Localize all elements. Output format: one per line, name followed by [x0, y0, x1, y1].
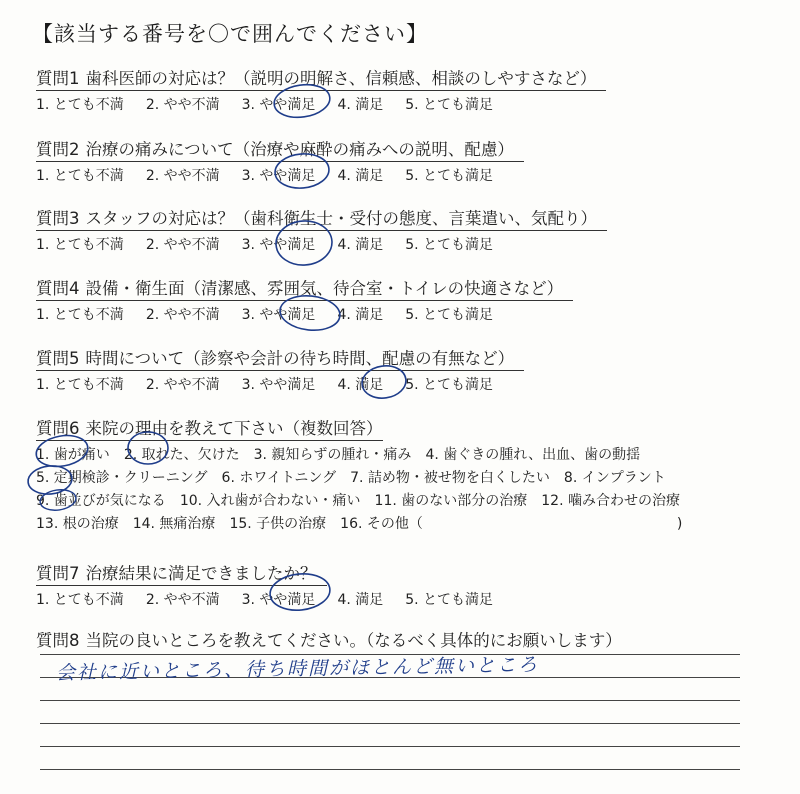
- question-3: [36, 208, 776, 255]
- q2-option-3[interactable]: 3. やや満足: [241, 168, 316, 184]
- q1-option-5[interactable]: 5. とても満足: [405, 97, 494, 113]
- question-4-label: 質問4: [36, 279, 80, 298]
- q7-option-2[interactable]: 2. やや不満: [145, 592, 220, 608]
- q6-other-close-paren: ): [676, 516, 683, 532]
- q5-option-1[interactable]: 1. とても不満: [36, 377, 124, 393]
- q2-option-4[interactable]: 4. 満足: [337, 168, 384, 184]
- q3-option-1[interactable]: 1. とても不満: [36, 237, 124, 253]
- q4-option-5[interactable]: 5. とても満足: [405, 307, 494, 323]
- question-1-text: 歯科医師の対応は？（説明の明解さ、信頼感、相談のしやすさなど）: [85, 69, 597, 88]
- q6-option-10[interactable]: 10. 入れ歯が合わない・痛い: [179, 493, 361, 509]
- question-8: [36, 630, 776, 652]
- q4-option-2[interactable]: 2. やや不満: [145, 307, 220, 323]
- question-5-text: 時間について（診察や会計の待ち時間、配慮の有無など）: [85, 349, 515, 368]
- question-7-label: 質問7: [36, 564, 80, 583]
- q6-option-14[interactable]: 14. 無痛治療: [132, 516, 216, 532]
- q1-option-4[interactable]: 4. 満足: [337, 97, 384, 113]
- q6-option-4[interactable]: 4. 歯ぐきの腫れ、出血、歯の動揺: [425, 447, 641, 463]
- q2-option-1[interactable]: 1. とても不満: [36, 168, 124, 184]
- q6-option-2[interactable]: 2. 取れた、欠けた: [123, 447, 240, 463]
- q3-option-3[interactable]: 3. やや満足: [241, 237, 316, 253]
- answer-line: [40, 746, 740, 747]
- q6-option-12[interactable]: 12. 噛み合わせの治療: [541, 493, 680, 509]
- q5-option-4[interactable]: 4. 満足: [337, 377, 384, 393]
- q2-option-2[interactable]: 2. やや不満: [145, 168, 220, 184]
- answer-line: [40, 769, 740, 770]
- question-8-label: 質問8: [36, 631, 80, 650]
- q4-option-3[interactable]: 3. やや満足: [241, 307, 316, 323]
- q6-option-9[interactable]: 9. 歯並びが気になる: [36, 493, 166, 509]
- q6-option-6[interactable]: 6. ホワイトニング: [221, 470, 337, 486]
- q3-option-2[interactable]: 2. やや不満: [145, 237, 220, 253]
- form-instruction: 【該当する番号を〇で囲んでください】: [32, 22, 428, 46]
- q6-option-16[interactable]: 16. その他（: [340, 516, 423, 532]
- q3-option-4[interactable]: 4. 満足: [337, 237, 384, 253]
- q2-option-5[interactable]: 5. とても満足: [405, 168, 494, 184]
- q6-option-7[interactable]: 7. 詰め物・被せ物を白くしたい: [350, 470, 550, 486]
- q5-option-2[interactable]: 2. やや不満: [145, 377, 220, 393]
- question-3-text: スタッフの対応は？（歯科衛生士・受付の態度、言葉遣い、気配り）: [85, 209, 597, 228]
- q6-option-11[interactable]: 11. 歯のない部分の治療: [374, 493, 528, 509]
- question-6-text: 来院の理由を教えて下さい（複数回答）: [85, 419, 383, 438]
- q6-option-8[interactable]: 8. インプラント: [563, 470, 666, 486]
- question-1: [36, 68, 776, 115]
- q6-option-15[interactable]: 15. 子供の治療: [229, 516, 327, 532]
- q6-option-5[interactable]: 5. 定期検診・クリーニング: [36, 470, 208, 486]
- question-4: [36, 278, 776, 325]
- question-1-label: 質問1: [36, 69, 80, 88]
- q4-option-4[interactable]: 4. 満足: [337, 307, 384, 323]
- handwritten-answer[interactable]: 会社に近いところ、待ち時間がほとんど無いところ: [55, 653, 540, 685]
- q4-option-1[interactable]: 1. とても不満: [36, 307, 124, 323]
- question-2-label: 質問2: [36, 140, 80, 159]
- q6-option-3[interactable]: 3. 親知らずの腫れ・痛み: [253, 447, 412, 463]
- answer-line: [40, 700, 740, 701]
- question-7-text: 治療結果に満足できましたか？: [85, 564, 317, 583]
- q5-option-3[interactable]: 3. やや満足: [241, 377, 316, 393]
- answer-line: [40, 723, 740, 724]
- q6-option-1[interactable]: 1. 歯が痛い: [36, 447, 110, 463]
- q7-option-5[interactable]: 5. とても満足: [405, 592, 494, 608]
- q1-option-2[interactable]: 2. やや不満: [145, 97, 220, 113]
- q1-option-3[interactable]: 3. やや満足: [241, 97, 316, 113]
- q1-option-1[interactable]: 1. とても不満: [36, 97, 124, 113]
- q7-option-3[interactable]: 3. やや満足: [241, 592, 316, 608]
- q5-option-5[interactable]: 5. とても満足: [405, 377, 494, 393]
- question-5: [36, 348, 776, 395]
- q6-option-13[interactable]: 13. 根の治療: [36, 516, 119, 532]
- question-6: [36, 418, 776, 536]
- question-6-label: 質問6: [36, 419, 80, 438]
- question-2-text: 治療の痛みについて（治療や麻酔の痛みへの説明、配慮）: [85, 140, 514, 159]
- question-2: [36, 139, 776, 186]
- question-8-text: 当院の良いところを教えてください。（なるべく具体的にお願いします）: [85, 631, 622, 650]
- q7-option-1[interactable]: 1. とても不満: [36, 592, 124, 608]
- question-3-label: 質問3: [36, 209, 80, 228]
- q7-option-4[interactable]: 4. 満足: [337, 592, 384, 608]
- question-5-label: 質問5: [36, 349, 80, 368]
- question-4-text: 設備・衛生面（清潔感、雰囲気、待合室・トイレの快適さなど）: [85, 279, 564, 298]
- q3-option-5[interactable]: 5. とても満足: [405, 237, 494, 253]
- question-7: [36, 563, 776, 610]
